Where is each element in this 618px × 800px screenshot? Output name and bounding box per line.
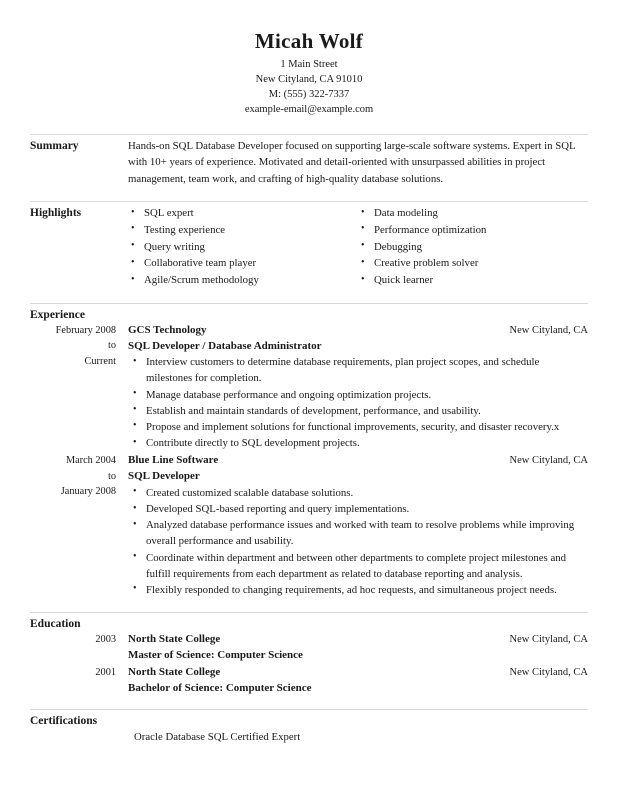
contact-city: New Cityland, CA 91010: [255, 74, 363, 86]
certification-entry: [30, 729, 588, 745]
date-start: February 2008: [55, 324, 116, 336]
list-item: • Data modeling: [358, 205, 588, 222]
job-title: SQL Developer: [128, 470, 200, 483]
list-item: • Analyzed database performance issues and worked with team to resolve problems while improving overall performance and usability.: [128, 517, 588, 549]
section-certifications: [30, 703, 588, 745]
school-location: New Cityland, CA: [509, 634, 588, 646]
education-entry: [30, 665, 588, 697]
experience-bullets: [128, 354, 588, 451]
section-divider: [30, 709, 588, 710]
list-item: • Quick learner: [358, 272, 588, 289]
date-end: Current: [84, 355, 116, 367]
list-item: • Agile/Scrum methodology: [128, 272, 358, 289]
date-start: March 2004: [65, 455, 116, 467]
section-title-summary: Summary: [30, 139, 79, 152]
section-divider: [30, 303, 588, 304]
experience-entry: [30, 453, 588, 598]
summary-text: Hands-on SQL Database Developer focused on supporting large-scale software systems. Expert in SQL with 10+ years of experience. Motivated and detail-oriented with unsurpassed abilities in project management, team work, and crafting of high-quality database solutions.: [128, 139, 576, 185]
highlights-column-right: [358, 205, 588, 289]
list-item: • Developed SQL-based reporting and query implementations.: [128, 501, 588, 517]
school-location: New Cityland, CA: [509, 666, 588, 678]
experience-bullets: [128, 485, 588, 598]
section-title-experience: Experience: [30, 308, 85, 321]
degree: Bachelor of Science: Computer Science: [128, 681, 312, 694]
school-name: North State College: [128, 633, 221, 646]
certification-item: Oracle Database SQL Certified Expert: [134, 731, 301, 744]
resume-header: [30, 0, 588, 118]
section-education: [30, 606, 588, 696]
highlights-list-right: [358, 205, 588, 289]
experience-dates: [30, 323, 122, 369]
school-name: North State College: [128, 665, 221, 678]
contact-email: example-email@example.com: [244, 103, 374, 115]
list-item: • Interview customers to determine database requirements, plan project scopes, and schedule milestones for completion.: [128, 354, 588, 386]
list-item: • Query writing: [128, 239, 358, 256]
section-title-education: Education: [30, 618, 81, 631]
list-item: • Collaborative team player: [128, 255, 358, 272]
education-entry: [30, 632, 588, 664]
contact-phone: M: (555) 322-7337: [268, 89, 350, 101]
list-item: • Debugging: [358, 239, 588, 256]
section-divider: [30, 201, 588, 202]
list-item: • Flexibly responded to changing requirements, ad hoc requests, and simultaneous project needs.: [128, 582, 588, 598]
highlights-column-left: [128, 205, 358, 289]
company-name: Blue Line Software: [128, 454, 219, 467]
list-item: • Performance optimization: [358, 222, 588, 239]
section-title-certifications: Certifications: [30, 715, 98, 728]
company-name: GCS Technology: [128, 323, 207, 336]
company-location: New Cityland, CA: [509, 324, 588, 336]
list-item: • Testing experience: [128, 222, 358, 239]
candidate-name: Micah Wolf: [254, 29, 364, 53]
experience-entry: [30, 323, 588, 452]
education-year: 2003: [95, 634, 116, 646]
list-item: • Contribute directly to SQL development projects.: [128, 435, 588, 451]
section-experience: [30, 297, 588, 598]
section-summary: [30, 128, 588, 187]
contact-street: 1 Main Street: [280, 59, 338, 71]
list-item: • Coordinate within department and between other departments to complete project milestones and fulfill requirements from each department as related to database reporting and analysis.: [128, 550, 588, 582]
list-item: • Created customized scalable database solutions.: [128, 485, 588, 501]
date-separator: to: [107, 470, 116, 482]
date-end: January 2008: [60, 486, 116, 498]
list-item: • Manage database performance and ongoing optimization projects.: [128, 387, 588, 403]
company-location: New Cityland, CA: [509, 455, 588, 467]
list-item: • Propose and implement solutions for functional improvements, security, and disaster recovery.x: [128, 419, 588, 435]
section-divider: [30, 612, 588, 613]
section-title-highlights: Highlights: [30, 207, 82, 220]
experience-dates: [30, 453, 122, 499]
date-separator: to: [107, 340, 116, 352]
list-item: • Creative problem solver: [358, 255, 588, 272]
job-title: SQL Developer / Database Administrator: [128, 339, 322, 352]
section-highlights: [30, 195, 588, 289]
list-item: • SQL expert: [128, 205, 358, 222]
section-divider: [30, 134, 588, 135]
highlights-list-left: [128, 205, 358, 289]
education-year: 2001: [95, 666, 116, 678]
degree: Master of Science: Computer Science: [128, 649, 303, 662]
list-item: • Establish and maintain standards of development, performance, and usability.: [128, 403, 588, 419]
